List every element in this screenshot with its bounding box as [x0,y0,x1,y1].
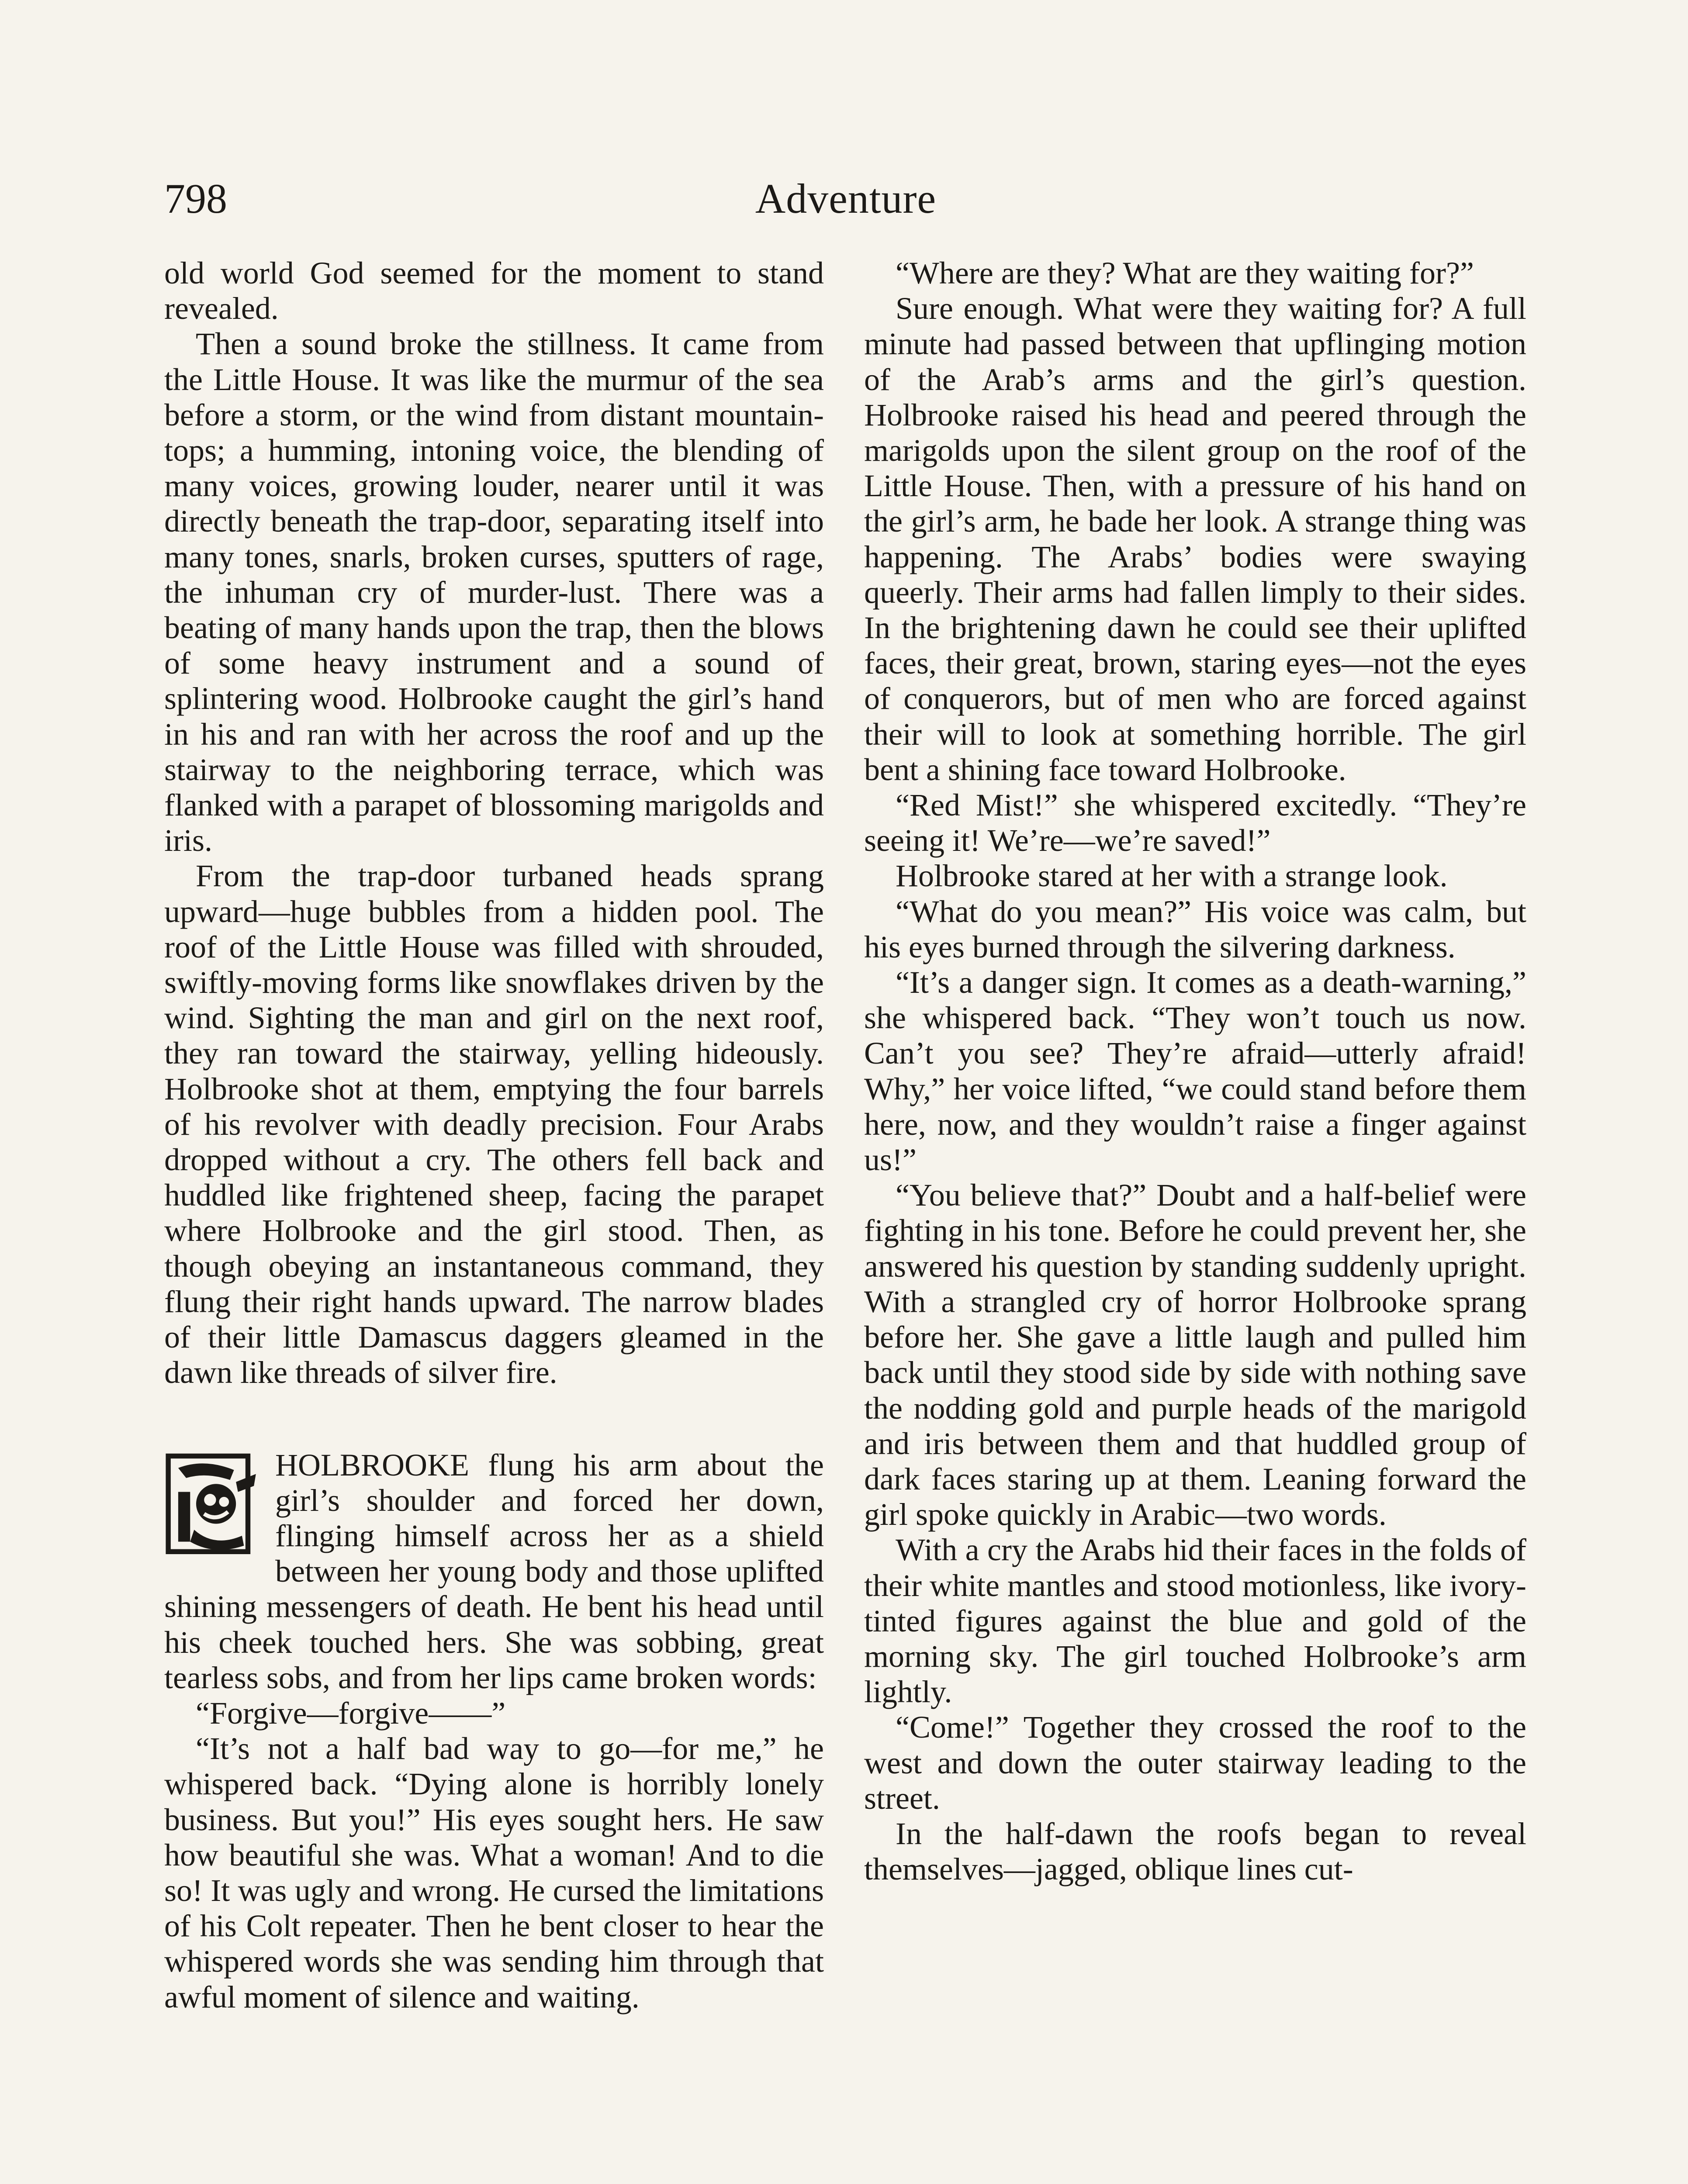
paragraph: Holbrooke stared at her with a strange look. [896,858,1448,894]
paragraph: With a cry the Arabs hid their faces in the folds of their white mantles and stood motionless, like ivory-tinted figures against the blue and gold of the morning sky. The girl touched Holbrooke’s arm lightly. [864,1532,1526,1710]
running-title: Adventure [755,175,937,222]
page-number: 798 [164,175,227,222]
paragraph: “It’s a danger sign. It comes as a death-warning,” she whispered back. “They won’t touch us now. Can’t you see? They’re afraid—utterly afraid! Why,” her voice lifted, “we could stand before them here, now, and they wouldn’t raise a finger against us!” [864,965,1526,1178]
right-column [864,256,1526,1887]
paragraph: “Where are they? What are they waiting for?” [896,256,1474,290]
paragraph: Then a sound broke the stillness. It came from the Little House. It was like the murmur of the sea before a storm, or the wind from distant mountain-tops; a humming, intoning voice, the blending of many voices, growing louder, nearer until it was directly beneath the trap-door, separating itself into many tones, snarls, broken curses, sputters of rage, the inhuman cry of murder-lust. There was a beating of many hands upon the trap, then the blows of some heavy instrument and a sound of splintering wood. Holbrooke caught the girl’s hand in his and ran with her across the roof and up the stairway to the neighboring terrace, which was flanked with a parapet of blossoming marigolds and iris. [164,326,824,858]
paragraph: “Forgive—forgive——” [196,1695,506,1731]
drop-cap-ornament-icon [164,1452,264,1557]
paragraph: “It’s not a half bad way to go—for me,” he whispered back. “Dying alone is horribly lonely business. But you!” His eyes sought hers. He saw how beautiful she was. What a woman! And to die so! It was ugly and wrong. He cursed the limitations of his Colt repeater. Then he bent closer to hear the whispered words she was sending him through that awful moment of silence and waiting. [164,1731,824,2015]
paragraph: “You believe that?” Doubt and a half-belief were fighting in his tone. Before he could prevent her, she answered his question by standing suddenly upright. With a strangled cry of horror Holbrooke sprang before her. She gave a little laugh and pulled him back until they stood side by side with nothing save the nodding gold and purple heads of the marigold and iris between them and that huddled group of dark faces staring up at them. Leaning forward the girl spoke quickly in Arabic—two words. [864,1178,1526,1532]
left-column [164,256,824,2015]
paragraph: “Red Mist!” she whispered excitedly. “They’re seeing it! We’re—we’re saved!” [864,788,1526,858]
page-header [164,166,1527,232]
paragraph: “Come!” Together they crossed the roof to the west and down the outer stairway leading to the street. [864,1710,1526,1816]
paragraph: HOLBROOKE flung his arm about the girl’s shoulder and forced her down, flinging himself across her as a shield between her young body and those uplifted shining messengers of death. He bent his head until his cheek touched hers. She was sobbing, great tearless sobs, and from her lips came broken words: [164,1447,824,1695]
paragraph: Sure enough. What were they waiting for? A full minute had passed between that upflinging motion of the Arab’s arms and the girl’s question. Holbrooke raised his head and peered through the marigolds upon the silent group on the roof of the Little House. Then, with a pressure of his hand on the girl’s arm, he bade her look. A strange thing was happening. The Arabs’ bodies were swaying queerly. Their arms had fallen limply to their sides. In the brightening dawn he could see their uplifted faces, their great, brown, staring eyes—not the eyes of conquerors, but of men who are forced against their will to look at something horrible. The girl bent a shining face toward Holbrooke. [864,291,1526,787]
paragraph: “What do you mean?” His voice was calm, but his eyes burned through the silvering darkness. [864,894,1526,964]
paragraph: From the trap-door turbaned heads sprang upward—huge bubbles from a hidden pool. The roof of the Little House was filled with shrouded, swiftly-moving forms like snowflakes driven by the wind. Sighting the man and girl on the next roof, they ran toward the stairway, yelling hideously. Holbrooke shot at them, emptying the four barrels of his revolver with deadly precision. Four Arabs dropped without a cry. The others fell back and huddled like frightened sheep, facing the parapet where Holbrooke and the girl stood. Then, as though obeying an instantaneous command, they flung their right hands upward. The narrow blades of their little Damascus daggers gleamed in the dawn like threads of silver fire. [164,858,824,1390]
section-break [164,1448,824,1696]
paragraph: old world God seemed for the moment to stand revealed. [164,256,824,326]
paragraph: In the half-dawn the roofs began to reveal themselves—jagged, oblique lines cut- [864,1816,1526,1887]
